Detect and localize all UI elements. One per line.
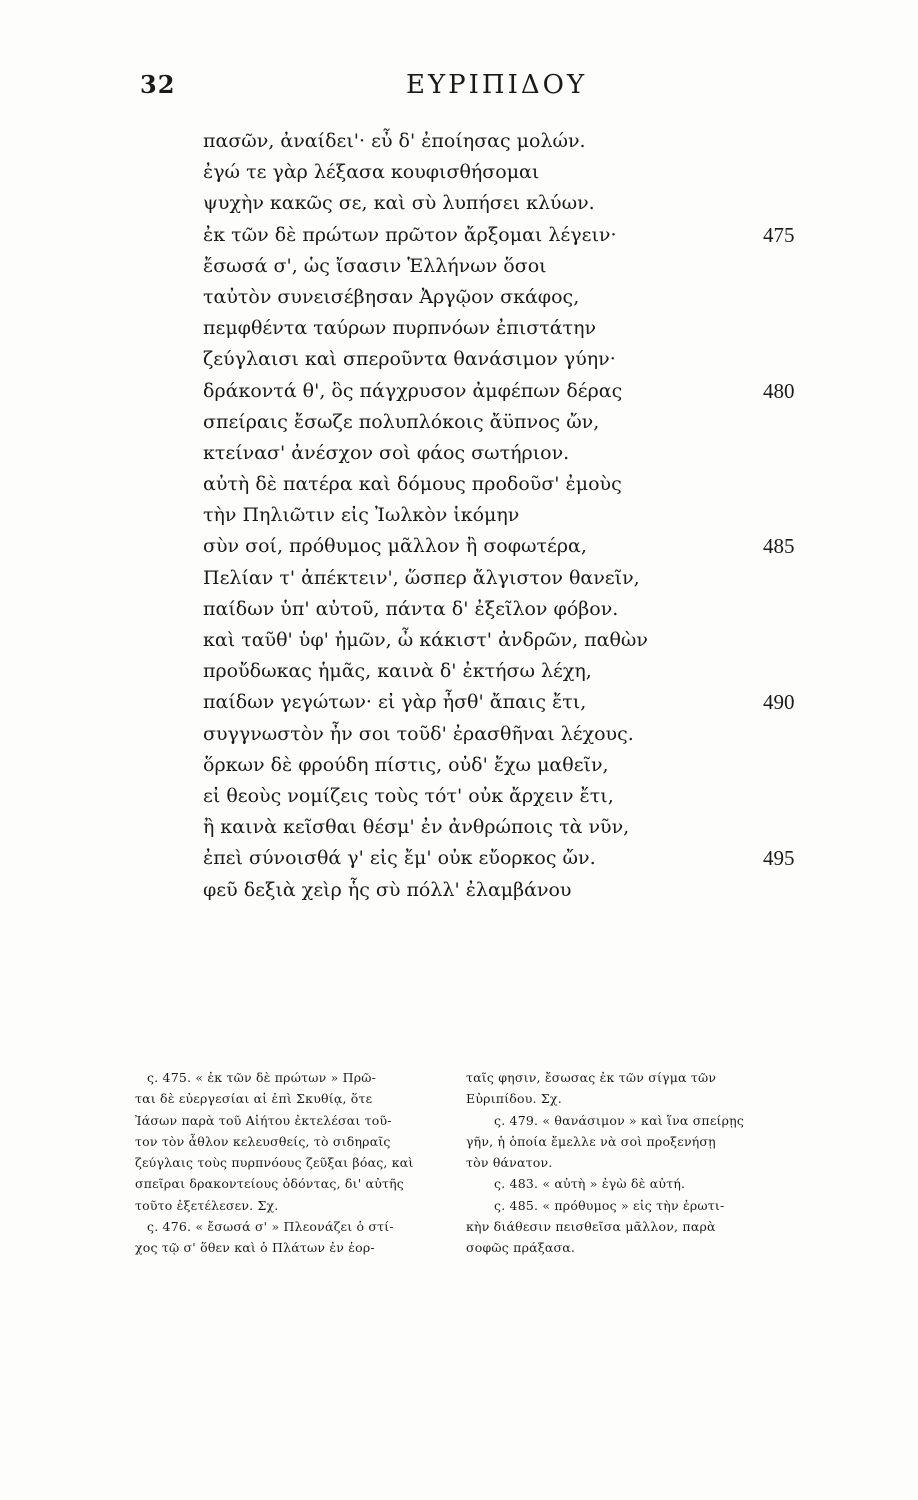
- verse-line: [203, 687, 843, 718]
- verse-text: αὐτὴ δὲ πατέρα καὶ δόμους προδοῦσ' ἐμοὺς: [203, 473, 622, 496]
- verse-text: συγγνωστὸν ἦν σοι τοῦδ' ἐρασθῆναι λέχους.: [203, 722, 634, 745]
- verse-line: [203, 282, 843, 313]
- scholion-line: γῆν, ἡ ὁποία ἔμελλε νὰ σοὶ προξενήσῃ: [466, 1133, 716, 1149]
- scholion-line: ς. 476. « ἔσωσά σ' » Πλεονάζει ὁ στί-: [147, 1219, 394, 1235]
- verse-line: [203, 500, 843, 531]
- verse-text: πεμφθέντα ταύρων πυρπνόων ἐπιστάτην: [203, 317, 596, 340]
- scholion-line: ζεύγλαις τοὺς πυρπνόους ζεῦξαι βόας, καὶ: [135, 1155, 414, 1171]
- verse-line: [203, 750, 843, 781]
- verse-line: [203, 812, 843, 843]
- verse-text: εἰ θεοὺς νομίζεις τοὺς τότ' οὐκ ἄρχειν ἔτι,: [203, 784, 614, 807]
- verse-text: καὶ ταῦθ' ὑφ' ἡμῶν, ὦ κάκιστ' ἀνδρῶν, παθὼν: [203, 629, 648, 651]
- running-title: ΕΥΡΙΠΙΔΟΥ: [406, 70, 588, 100]
- scholion-line: κὴν διάθεσιν πεισθεῖσα μᾶλλον, παρὰ: [466, 1219, 716, 1235]
- verse-line: [203, 438, 843, 469]
- verse-text: τὴν Πηλιῶτιν εἰς Ἰωλκὸν ἱκόμην: [203, 504, 520, 527]
- verse-line: [203, 781, 843, 812]
- verse-text: παίδων ὑπ' αὐτοῦ, πάντα δ' ἐξεῖλον φόβον.: [203, 597, 619, 620]
- scholion-line: Εὐριπίδου. Σχ.: [466, 1091, 562, 1107]
- line-number: 485: [763, 534, 795, 559]
- verse-line: [203, 875, 843, 906]
- verse-text: δράκοντά θ', ὃς πάγχρυσον ἀμφέπων δέρας: [203, 379, 623, 402]
- verse-line: [203, 313, 843, 344]
- verse-text: ψυχὴν κακῶς σε, καὶ σὺ λυπήσει κλύων.: [203, 192, 595, 215]
- verse-block: [203, 126, 843, 906]
- scholia-right-column: [466, 1067, 802, 1259]
- verse-text: Πελίαν τ' ἀπέκτειν', ὥσπερ ἄλγιστον θανεῖν,: [203, 566, 640, 589]
- line-number: 490: [763, 690, 795, 715]
- scholion-line: ται δὲ εὐεργεσίαι αἱ ἐπὶ Σκυθίᾳ, ὅτε: [135, 1091, 373, 1107]
- scholia-left-column: [135, 1067, 453, 1259]
- verse-text: ἐπεὶ σύνοισθά γ' εἰς ἔμ' οὐκ εὔορκος ὤν.: [203, 847, 596, 870]
- verse-text: ταὐτὸν συνεισέβησαν Ἀργῷον σκάφος,: [203, 285, 580, 308]
- verse-text: ἐγώ τε γὰρ λέξασα κουφισθήσομαι: [203, 161, 540, 184]
- scholion-line: ταῖς φησιν, ἔσωσας ἐκ τῶν σίγμα τῶν: [466, 1070, 717, 1085]
- verse-text: προὔδωκας ἡμᾶς, καινὰ δ' ἐκτήσω λέχη,: [203, 660, 592, 683]
- verse-text: ἔσωσά σ', ὡς ἴσασιν Ἑλλήνων ὅσοι: [203, 254, 547, 277]
- verse-line: [203, 251, 843, 282]
- scholion-line: Ἰάσων παρὰ τοῦ Αἰήτου ἐκτελέσαι τοῦ-: [135, 1112, 392, 1128]
- verse-line: [203, 220, 843, 251]
- verse-text: παίδων γεγώτων· εἰ γὰρ ἦσθ' ἄπαις ἔτι,: [203, 691, 587, 714]
- verse-line: [203, 376, 843, 407]
- verse-text: σὺν σοί, πρόθυμος μᾶλλον ἢ σοφωτέρα,: [203, 535, 587, 558]
- verse-line: [203, 531, 843, 562]
- verse-line: [203, 188, 843, 219]
- verse-line: [203, 625, 843, 656]
- scholion-line: χος τῷ σ' ὅθεν καὶ ὁ Πλάτων ἐν ἑορ-: [135, 1240, 375, 1256]
- verse-line: [203, 126, 843, 157]
- line-number: 475: [763, 222, 795, 247]
- scholion-line: τὸν θάνατον.: [466, 1155, 553, 1171]
- line-number: 480: [763, 378, 795, 403]
- page-number: 32: [140, 70, 176, 99]
- verse-text: ὅρκων δὲ φρούδη πίστις, οὐδ' ἔχω μαθεῖν,: [203, 753, 609, 776]
- verse-text: σπείραις ἔσωζε πολυπλόκοις ἄϋπνος ὤν,: [203, 410, 600, 433]
- scholion-line: τον τὸν ἆθλον κελευσθείς, τὸ σιδηραῖς: [135, 1133, 391, 1149]
- verse-line: [203, 563, 843, 594]
- scholion-line: ς. 485. « πρόθυμος » εἰς τὴν ἐρωτι-: [494, 1197, 725, 1213]
- verse-text: κτείνασ' ἀνέσχον σοὶ φάος σωτήριον.: [203, 441, 570, 464]
- verse-line: [203, 594, 843, 625]
- verse-line: [203, 157, 843, 188]
- scholion-line: ς. 483. « αὐτὴ » ἐγὼ δὲ αὐτή.: [494, 1176, 686, 1192]
- verse-line: [203, 407, 843, 438]
- scholion-line: σπεῖραι δρακοντείους ὀδόντας, δι' αὐτῆς: [135, 1176, 404, 1192]
- verse-text: ζεύγλαισι καὶ σπεροῦντα θανάσιμον γύην·: [203, 348, 616, 371]
- scholion-line: ς. 479. « θανάσιμον » καὶ ἵνα σπείρῃς: [494, 1112, 745, 1128]
- verse-text: πασῶν, ἀναίδει'· εὖ δ' ἐποίησας μολών.: [203, 130, 586, 152]
- scholion-line: σοφῶς πράξασα.: [466, 1240, 576, 1256]
- verse-line: [203, 719, 843, 750]
- scholion-line: ς. 475. « ἐκ τῶν δὲ πρώτων » Πρῶ-: [147, 1070, 377, 1085]
- verse-line: [203, 656, 843, 687]
- verse-text: ἐκ τῶν δὲ πρώτων πρῶτον ἄρξομαι λέγειν·: [203, 223, 617, 246]
- line-number: 495: [763, 846, 795, 871]
- verse-line: [203, 843, 843, 874]
- verse-text: ἢ καινὰ κεῖσθαι θέσμ' ἐν ἀνθρώποις τὰ νῦν,: [203, 816, 630, 839]
- verse-line: [203, 469, 843, 500]
- verse-line: [203, 344, 843, 375]
- verse-text: φεῦ δεξιὰ χεὶρ ἧς σὺ πόλλ' ἐλαμβάνου: [203, 878, 572, 901]
- scholion-line: τοῦτο ἐξετέλεσεν. Σχ.: [135, 1197, 279, 1213]
